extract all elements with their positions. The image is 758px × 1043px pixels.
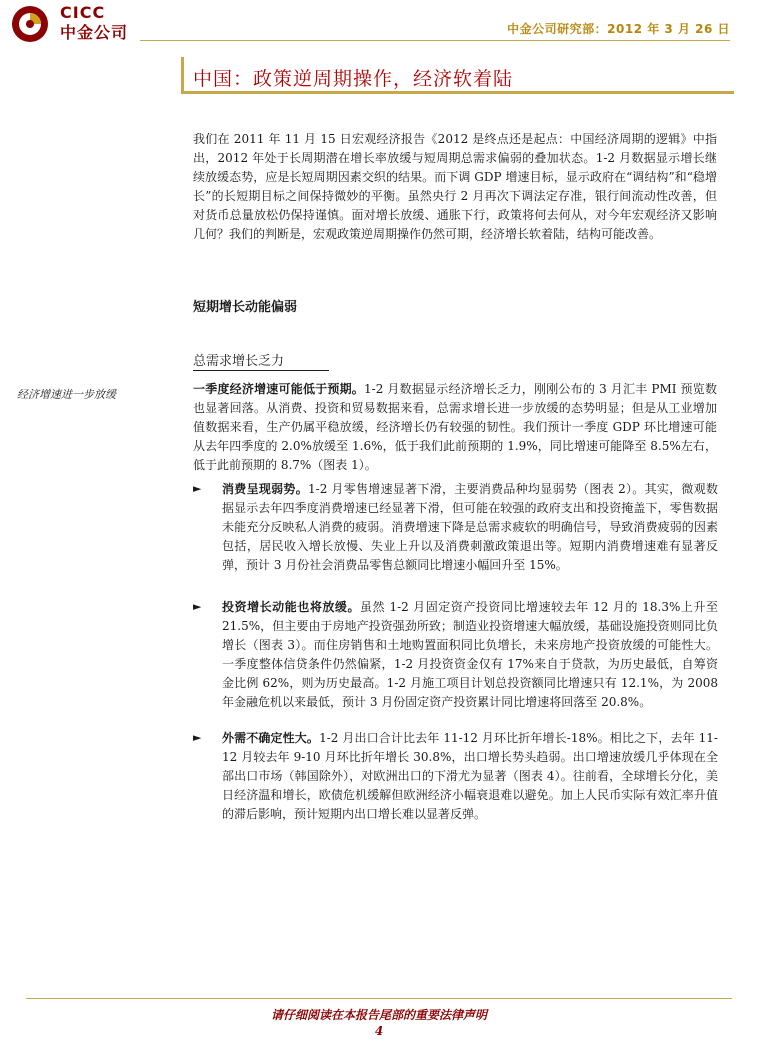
page-title: 中国：政策逆周期操作，经济软着陆 [193,68,514,90]
bullet-marker: ► [193,731,202,744]
subsection-heading: 总需求增长乏力 [193,354,285,369]
bullet-body: 虽然 1-2 月固定资产投资同比增速较去年 12 月的 18.3%上升至 21.5%，但主要由于房地产投资强劲所致；制造业投资增速大幅放缓，基础设施投资则同比负增长（图表 3）。而住房销售和土地购置面积同比负增长，未来房地产投资放缓的可能性大。一季度整体信贷条件仍然偏紧，1-2 月投资资金仅有 17%来自于贷款，为历史最低，自筹资金比例 62%，则为历史最高。1-2 月施工项目计划总投资额同比增速只有 12.1%，为 2008 年金融危机以来最低，预计 3 月份固定资产投资累计同比增速将回落至 20.8%。 [222,600,718,709]
bullet-consumption [222,480,718,575]
cicc-logo-icon [10,4,54,44]
bullet-bold: 投资增长动能也将放缓。 [222,600,361,614]
bullet-external-demand [222,729,718,824]
subsection-underline [193,370,329,371]
bullet-investment [222,598,718,712]
lead-bold: 一季度经济增速可能低于预期。 [193,382,365,396]
bullet-bold: 外需不确定性大。 [222,731,320,745]
bullet-body: 1-2 月零售增速显著下滑，主要消费品种均显弱势（图表 2）。其实，微观数据显示去年四季度消费增速已经显著下滑，但可能在较强的政府支出和投资掩盖下，零售数据未能充分反映私人消费的疲弱。消费增速下降是总需求疲软的明确信号，导致消费疲弱的因素包括，居民收入增长放慢、失业上升以及消费刺激政策退出等。短期内消费增速难有显著反弹，预计 3 月份社会消费品零售总额同比增速小幅回升至 15%。 [222,482,718,572]
footer-divider [26,998,732,999]
side-note: 经济增速进一步放缓 [17,388,116,401]
intro-paragraph: 我们在 2011 年 11 月 15 日宏观经济报告《2012 是终点还是起点：中国经济周期的逻辑》中指出，2012 年处于长周期潜在增长率放缓与短周期总需求偏弱的叠加状态。1-2 月数据显示增长继续放缓态势，应是长短周期因素交织的结果。而下调 GDP 增速目标，显示政府在“调结构”和“稳增长”的长短期目标之间保持微妙的平衡。虽然央行 2 月再次下调法定存准，银行间流动性改善，但对货币总量放松仍保持谨慎。面对增长放缓、通胀下行，政策将何去何从，对今年宏观经济又影响几何？我们的判断是，宏观政策逆周期操作仍然可期，经济增长软着陆，结构可能改善。 [193,132,717,241]
logo-text-cn: 中金公司 [60,23,129,42]
header-date: 中金公司研究部：2012 年 3 月 26 日 [507,22,730,36]
bullet-marker: ► [193,482,202,495]
section-heading: 短期增长动能偏弱 [193,300,298,315]
bullet-body: 1-2 月出口合计比去年 11-12 月环比折年增长-18%。相比之下，去年 11-12 月较去年 9-10 月环比折年增长 30.8%，出口增长势头趋弱。出口增速放缓几乎体现在全部出口市场（韩国除外），对欧洲出口的下滑尤为显著（图表 4）。往前看，全球增长分化，美日经济温和增长，欧债危机缓解但欧洲经济小幅衰退难以避免。加上人民币实际有效汇率升值的滞后影响，预计短期内出口增长难以显著反弹。 [222,731,718,821]
bullet-bold: 消费呈现弱势。 [222,482,308,496]
page-number: 4 [374,1024,384,1038]
logo-text-en: CICC [60,3,106,22]
lead-paragraph [193,380,717,475]
bullet-marker: ► [193,600,202,613]
lead-text: 1-2 月数据显示经济增长乏力，刚刚公布的 3 月汇丰 PMI 预览数也显著回落。从消费、投资和贸易数据来看，总需求增长进一步放缓的态势明显；但是从工业增加值数据来看，生产仍属平稳放缓，经济增长仍有较强的韧性。我们预计一季度 GDP 环比增速可能从去年四季度的 2.0%放缓至 1.6%，低于我们此前预期的 1.9%，同比增速可能降至 8.5%左右，低于此前预期的 8.7%（图表 1）。 [193,382,717,472]
legal-disclaimer-link: 请仔细阅读在本报告尾部的重要法律声明 [270,1008,487,1022]
header-divider [140,40,730,41]
